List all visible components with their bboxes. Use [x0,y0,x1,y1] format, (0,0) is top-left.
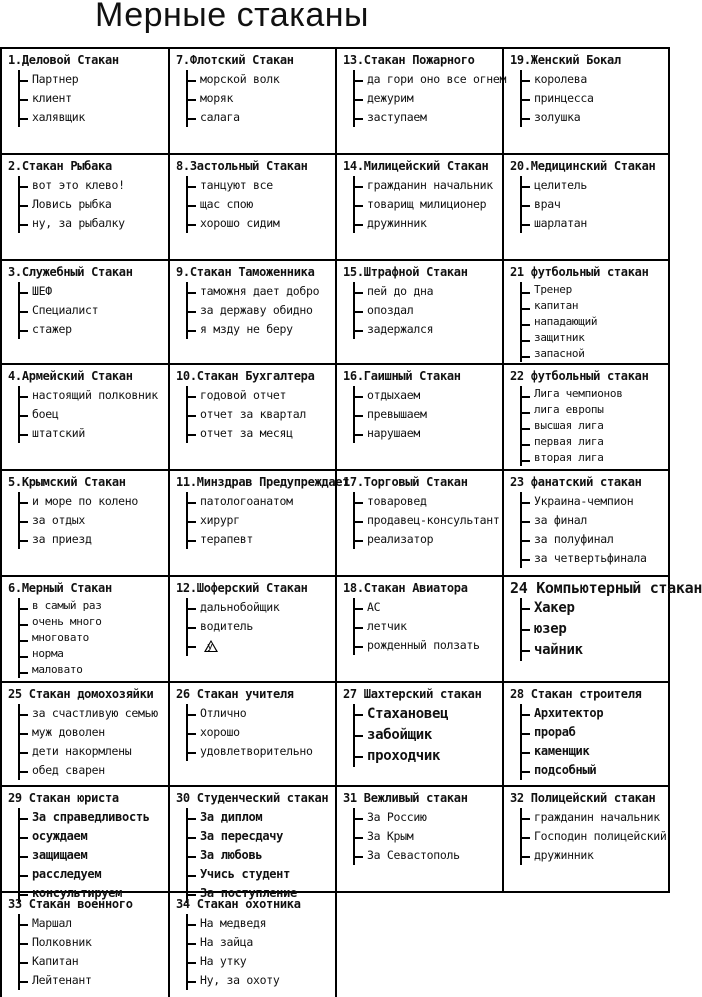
glass-levels [520,704,666,780]
level-item: высшая лига [522,418,666,434]
level-item: опоздал [355,301,500,320]
level-item: дружинник [522,846,666,865]
glass-levels [18,176,166,233]
level-item: первая лига [522,434,666,450]
row-end-border [335,893,337,997]
level-item: стажер [20,320,166,339]
level-item: дежурим [355,89,500,108]
glass-title: 26 Стакан учителя [176,687,294,701]
glass-levels [520,808,666,865]
glass-title: 29 Стакан юриста [8,791,119,805]
level-item: ну, за рыбалку [20,214,166,233]
level-item: Партнер [20,70,166,89]
glass-title: 23 фанатский стакан [510,475,642,489]
level-item: запасной [522,346,666,362]
level-item: за счастливую семью [20,704,166,723]
level-item: лига европы [522,402,666,418]
glass-levels [18,282,166,339]
table-row [0,363,670,469]
glass-title: 24 Компьютерный стакан [510,579,702,597]
glass-levels [353,598,500,655]
level-item: Господин полицейский [522,827,666,846]
glass-card [335,365,502,469]
glass-levels [186,70,333,127]
level-item: На утку [188,952,333,971]
level-item: Капитан [20,952,166,971]
glass-levels [186,282,333,339]
level-item: защитник [522,330,666,346]
glass-title: 12.Шоферский Стакан [176,581,308,595]
level-item: халявщик [20,108,166,127]
level-item: За Крым [355,827,500,846]
level-item: Ловись рыбка [20,195,166,214]
level-item: танцуют все [188,176,333,195]
level-item: в самый раз [20,598,166,614]
level-item: золушка [522,108,666,127]
level-item: нарушаем [355,424,500,443]
glass-card [502,683,670,785]
glass-levels [353,492,500,549]
level-item: За диплом [188,808,333,827]
level-item: за отдых [20,511,166,530]
glass-title: 30 Студенческий стакан [176,791,329,805]
glass-title: 4.Армейский Стакан [8,369,133,383]
level-item: Учись студент [188,865,333,884]
level-item: хорошо сидим [188,214,333,233]
level-item [188,636,333,656]
glass-levels [186,492,333,549]
glass-title: 13.Стакан Пожарного [343,53,475,67]
glass-card [502,155,670,259]
level-item: товаровед [355,492,500,511]
level-item: за державу обидно [188,301,333,320]
level-item: Маршал [20,914,166,933]
glass-card [0,155,168,259]
level-item: превышаем [355,405,500,424]
level-item: Полковник [20,933,166,952]
level-item: юзер [522,619,666,640]
glasses-table [0,47,702,997]
glass-title: 7.Флотский Стакан [176,53,294,67]
glass-levels [520,492,666,568]
glass-card [168,49,335,153]
level-item: нападающий [522,314,666,330]
level-item: отчет за квартал [188,405,333,424]
level-item: вторая лига [522,450,666,466]
level-item: прораб [522,723,666,742]
glass-levels [353,282,500,339]
glass-levels [520,598,666,661]
glass-card [335,787,502,891]
level-item: консультируем [20,884,166,903]
level-item: проходчик [355,746,500,767]
glass-card [335,155,502,259]
level-item: За поступление [188,884,333,903]
level-item: дети накормлены [20,742,166,761]
table-row [0,785,670,900]
glass-title: 21 футбольный стакан [510,265,649,279]
glass-card [502,49,670,153]
level-item: норма [20,646,166,662]
glass-levels [520,176,666,233]
glass-card [0,787,168,900]
glass-title: 31 Вежливый стакан [343,791,468,805]
level-item: клиент [20,89,166,108]
level-item: боец [20,405,166,424]
glass-title: 11.Минздрав Предупреждает [176,475,350,489]
glass-title: 5.Крымский Стакан [8,475,126,489]
level-item: товарищ милиционер [355,195,500,214]
glass-card [168,683,335,785]
glass-card [335,261,502,363]
glass-title: 22 футбольный стакан [510,369,649,383]
level-item: Ну, за охоту [188,971,333,990]
sign-letter: У [207,643,213,654]
glass-title: 15.Штрафной Стакан [343,265,468,279]
glass-title: 9.Стакан Таможенника [176,265,315,279]
page-title: Мерные стаканы [95,0,369,34]
glass-levels [18,70,166,127]
level-item: гражданин начальник [355,176,500,195]
level-item: каменщик [522,742,666,761]
glass-card [0,471,168,575]
level-item: задержался [355,320,500,339]
level-item: хорошо [188,723,333,742]
level-item: королева [522,70,666,89]
glass-title: 28 Стакан строителя [510,687,642,701]
glass-title: 27 Шахтерский стакан [343,687,482,701]
level-item: маловато [20,662,166,678]
glass-title: 6.Мерный Стакан [8,581,112,595]
glass-card [335,683,502,785]
level-item: шарлатан [522,214,666,233]
glass-levels [18,704,166,780]
level-item: годовой отчет [188,386,333,405]
glass-card [168,787,335,900]
glass-title: 16.Гаишный Стакан [343,369,461,383]
level-item: настоящий полковник [20,386,166,405]
level-item: морской волк [188,70,333,89]
glass-card [502,577,702,681]
glass-title: 17.Торговый Стакан [343,475,468,489]
glass-levels [186,386,333,443]
glass-card [502,471,670,575]
glass-title: 10.Стакан Бухгалтера [176,369,315,383]
level-item: щас спою [188,195,333,214]
level-item: за финал [522,511,666,530]
glass-levels [186,598,333,656]
level-item: водитель [188,617,333,636]
glass-card [168,577,335,681]
level-item: За справедливость [20,808,166,827]
glass-levels [186,808,333,903]
glass-card [168,471,350,575]
glass-levels [18,808,166,903]
glass-levels [520,386,666,466]
level-item: За Севастополь [355,846,500,865]
level-item: капитан [522,298,666,314]
level-item: штатский [20,424,166,443]
level-item: и море по колено [20,492,166,511]
level-item: таможня дает добро [188,282,333,301]
level-item: терапевт [188,530,333,549]
level-item: за приезд [20,530,166,549]
glass-card [335,577,502,681]
level-item: целитель [522,176,666,195]
level-item: За любовь [188,846,333,865]
level-item: хирург [188,511,333,530]
level-item: За Россию [355,808,500,827]
glass-levels [520,70,666,127]
level-item: за четвертьфинала [522,549,666,568]
glass-card [168,261,335,363]
glass-title: 14.Милицейский Стакан [343,159,489,173]
level-item: Лига чемпионов [522,386,666,402]
glass-title: 8.Застольный Стакан [176,159,308,173]
glass-title: 3.Служебный Стакан [8,265,133,279]
table-row [0,891,670,997]
table-row [0,47,670,153]
glass-card [0,49,168,153]
level-item: ШЕФ [20,282,166,301]
glass-card [0,261,168,363]
level-item: дальнобойщик [188,598,333,617]
level-item: защищаем [20,846,166,865]
glass-card [0,683,168,785]
level-item: да гори оно все огнем [355,70,500,89]
glass-levels [18,492,166,549]
level-item: Специалист [20,301,166,320]
level-item: подсобный [522,761,666,780]
glass-levels [353,176,500,233]
table-row [0,575,702,681]
level-item: отчет за месяц [188,424,333,443]
level-item: осуждаем [20,827,166,846]
level-item: салага [188,108,333,127]
table-row [0,153,670,259]
level-item: забойщик [355,725,500,746]
level-item: моряк [188,89,333,108]
glass-levels [186,176,333,233]
level-item: реализатор [355,530,500,549]
level-item: летчик [355,617,500,636]
level-item: дружинник [355,214,500,233]
glass-card [502,365,670,469]
glass-title: 18.Стакан Авиатора [343,581,468,595]
level-item: муж доволен [20,723,166,742]
glass-card [0,577,168,681]
level-item: я мзду не беру [188,320,333,339]
glass-levels [353,808,500,865]
glass-levels [353,704,500,767]
glass-title: 25 Стакан домохозяйки [8,687,154,701]
level-item: За пересдачу [188,827,333,846]
level-item: Лейтенант [20,971,166,990]
level-item: продавец-консультант [355,511,500,530]
glass-levels [353,70,507,127]
level-item: отдыхаем [355,386,500,405]
glass-card [335,49,507,153]
glass-title: 1.Деловой Стакан [8,53,119,67]
glass-title: 19.Женский Бокал [510,53,621,67]
table-row [0,681,670,785]
level-item: АС [355,598,500,617]
level-item: вот это клево! [20,176,166,195]
level-item: заступаем [355,108,500,127]
glass-levels [520,282,666,362]
glass-title: 20.Медицинский Стакан [510,159,656,173]
level-item: очень много [20,614,166,630]
level-item: Хакер [522,598,666,619]
level-item: рожденный ползать [355,636,500,655]
glass-card [0,365,168,469]
glass-title: 2.Стакан Рыбака [8,159,112,173]
glass-levels [18,598,166,678]
glass-card [502,261,670,363]
level-item: На медведя [188,914,333,933]
level-item: удовлетворительно [188,742,333,761]
level-item: Тренер [522,282,666,298]
glass-card [168,365,335,469]
level-item: обед сварен [20,761,166,780]
glass-levels [18,386,166,443]
glass-title: 33 Стакан военного [8,897,133,911]
level-item: патологоанатом [188,492,333,511]
glass-levels [186,704,333,761]
glass-title: 34 Стакан охотника [176,897,301,911]
level-item: многовато [20,630,166,646]
level-item: расследуем [20,865,166,884]
table-row [0,259,670,363]
glass-levels [18,914,166,990]
glass-card [502,787,670,891]
table-row [0,469,670,575]
level-item: На зайца [188,933,333,952]
level-item: чайник [522,640,666,661]
glass-levels [186,914,333,990]
level-item: Стахановец [355,704,500,725]
level-item: Архитектор [522,704,666,723]
level-item: за полуфинал [522,530,666,549]
glass-card [335,471,502,575]
level-item: врач [522,195,666,214]
level-item: гражданин начальник [522,808,666,827]
level-item: Украина-чемпион [522,492,666,511]
glass-card [168,155,335,259]
level-item: пей до дна [355,282,500,301]
glass-levels [353,386,500,443]
glass-card [168,893,335,997]
glass-card [0,893,168,997]
level-item: принцесса [522,89,666,108]
level-item: Отлично [188,704,333,723]
glass-title: 32 Полицейский стакан [510,791,656,805]
